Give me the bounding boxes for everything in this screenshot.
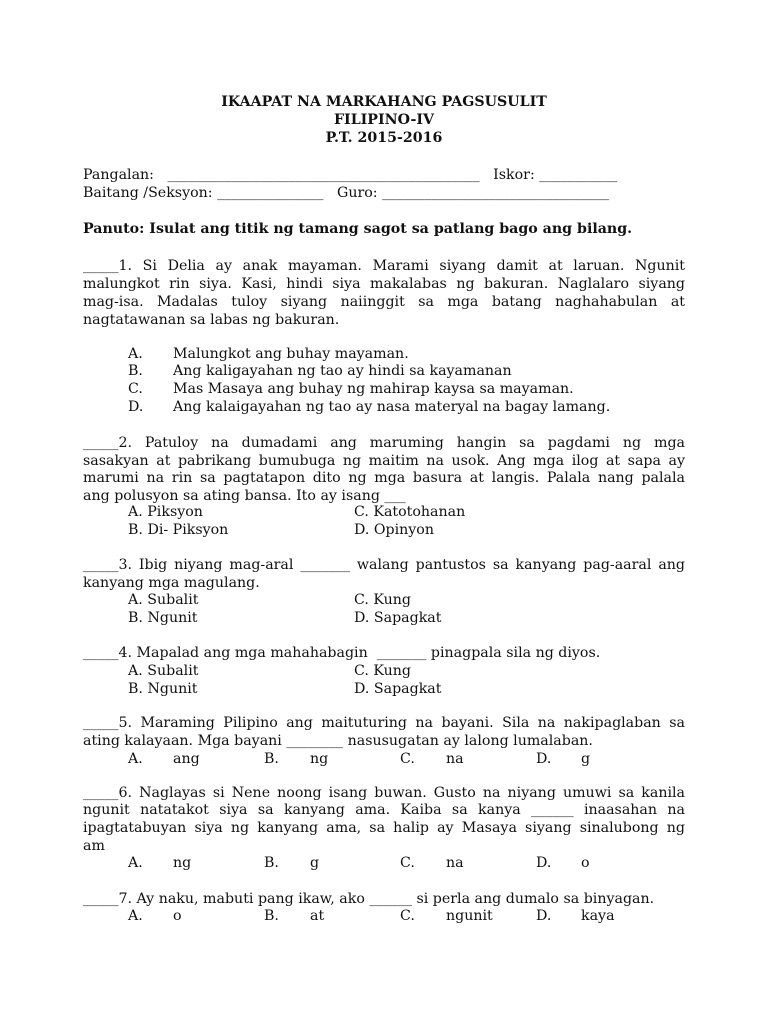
q4-choice: B. Ngunit (128, 681, 198, 697)
exam-title: IKAAPAT NA MARKAHANG PAGSUSULIT (221, 94, 547, 110)
q7-choice-text: o (173, 908, 182, 924)
q7-choice-text: ngunit (446, 908, 493, 924)
q1-choice-letter: D. (128, 399, 144, 415)
q7-choice-letter: B. (264, 908, 279, 924)
q7-choice-text: kaya (581, 908, 615, 924)
q5-choice-letter: D. (536, 751, 552, 767)
q4-choice: C. Kung (354, 663, 412, 679)
q1-choice-text: Ang kalaigayahan ng tao ay nasa materyal na bagay lamang. (173, 399, 611, 415)
q5-line: _____5. Maraming Pilipino ang maituturing na bayani. Sila na nakipaglaban sa (83, 715, 685, 731)
q6-choice-letter: A. (128, 855, 143, 871)
q3-choice: B. Ngunit (128, 610, 198, 626)
q5-choice-text: g (581, 751, 591, 767)
q6-line: ngunit natatakot siya sa kanyang ama. Kaiba sa kanya ______ inaasahan na (83, 802, 685, 818)
q5-choice-text: na (446, 751, 464, 767)
q1-line: malungkot rin siya. Kasi, hindi siya makalabas ng bakuran. Naglalaro siyang (83, 276, 685, 292)
q2-choice: A. Piksyon (128, 504, 203, 520)
q1-line: nagtatawanan sa labas ng bakuran. (83, 312, 340, 328)
q7-choice-letter: D. (536, 908, 552, 924)
instructions: Panuto: Isulat ang titik ng tamang sagot sa patlang bago ang bilang. (83, 221, 633, 237)
q2-line: _____2. Patuloy na dumadami ang maruming hangin sa pagdami ng mga (83, 435, 685, 451)
q7-line: _____7. Ay naku, mabuti pang ikaw, ako ______ si perla ang dumalo sa binyagan. (83, 891, 655, 907)
q7-choice-letter: C. (400, 908, 415, 924)
q3-choice: A. Subalit (128, 592, 199, 608)
q6-choice-text: na (446, 855, 464, 871)
q2-choice: C. Katotohanan (354, 504, 466, 520)
q6-choice-text: ng (173, 855, 192, 871)
q7-choice-text: at (310, 908, 325, 924)
name-score-line: Pangalan: ____________________________________________ Iskor: ___________ (83, 167, 618, 183)
q1-line: mag-isa. Madalas tuloy siyang naiinggit sa mga batang naghahabulan at (83, 294, 685, 310)
q1-choice-text: Mas Masaya ang buhay ng mahirap kaysa sa mayaman. (173, 381, 574, 397)
q6-choice-letter: B. (264, 855, 279, 871)
q4-choice: D. Sapagkat (354, 681, 442, 697)
q1-choice-letter: A. (128, 346, 143, 362)
q5-choice-letter: A. (128, 751, 143, 767)
q5-line: ating kalayaan. Mga bayani ________ nasusugatan ay lalong lumalaban. (83, 733, 593, 749)
section-teacher-line: Baitang /Seksyon: _______________ Guro: ________________________________ (83, 185, 610, 201)
q1-choice-text: Malungkot ang buhay mayaman. (173, 346, 409, 362)
q2-line: ang polusyon sa ating bansa. Ito ay isang ___ (83, 488, 406, 504)
q5-choice-letter: B. (264, 751, 279, 767)
q1-choice-letter: C. (128, 381, 143, 397)
q1-choice-text: Ang kaligayahan ng tao ay hindi sa kayamanan (173, 363, 512, 379)
q5-choice-text: ng (310, 751, 329, 767)
exam-subject: FILIPINO-IV (333, 112, 434, 128)
q5-choice-letter: C. (400, 751, 415, 767)
q3-choice: D. Sapagkat (354, 610, 442, 626)
q1-line: _____1. Si Delia ay anak mayaman. Marami siyang damit at laruan. Ngunit (83, 258, 685, 274)
q2-choice: B. Di- Piksyon (128, 522, 229, 538)
q2-line: sasakyan at pabrikang bumubuga ng maitim na usok. Ang mga ilog at sapa ay (83, 453, 685, 469)
q6-line: _____6. Naglayas si Nene noong isang buwan. Gusto na niyang umuwi sa kanila (83, 785, 685, 801)
q7-choice-letter: A. (128, 908, 143, 924)
q2-line: marumi na rin sa pagtatapon dito ng mga basura at langis. Palala nang palala (83, 470, 685, 486)
q6-choice-letter: D. (536, 855, 552, 871)
q3-line: kanyang mga magulang. (83, 575, 260, 591)
q4-line: _____4. Mapalad ang mga mahahabagin _______ pinagpala sila ng diyos. (83, 645, 601, 661)
q1-choice-letter: B. (128, 363, 143, 379)
q2-choice: D. Opinyon (354, 522, 434, 538)
q4-choice: A. Subalit (128, 663, 199, 679)
q5-choice-text: ang (173, 751, 200, 767)
school-year: P.T. 2015-2016 (325, 130, 443, 146)
q6-choice-text: g (310, 855, 320, 871)
q6-choice-text: o (581, 855, 590, 871)
q6-line: ipagtatabuyan siya ng kanyang ama, sa halip ay Masaya siyang sinalubong ng (83, 820, 685, 836)
q6-choice-letter: C. (400, 855, 415, 871)
q3-choice: C. Kung (354, 592, 412, 608)
q6-line: am (83, 838, 105, 854)
q3-line: _____3. Ibig niyang mag-aral _______ walang pantustos sa kanyang pag-aaral ang (83, 557, 685, 573)
